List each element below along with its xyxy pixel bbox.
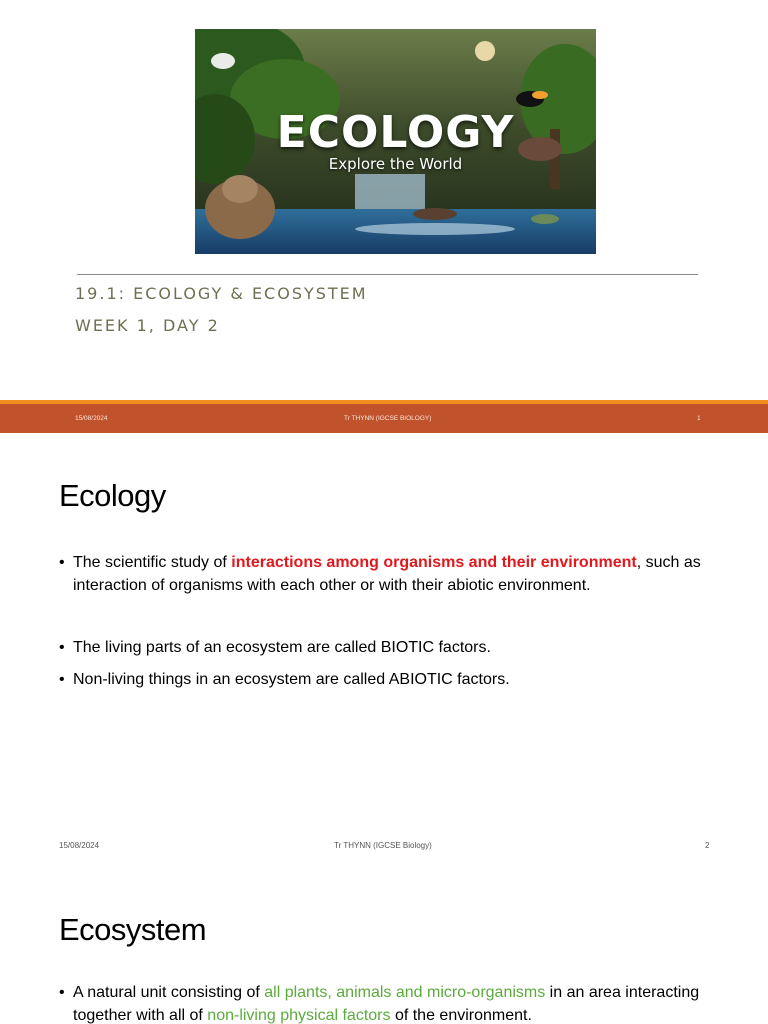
ecology-slide — [0, 433, 768, 867]
bullet-text: of the environment. — [390, 1007, 532, 1024]
footer-date: 15/08/2024 — [59, 841, 100, 850]
slide-title: Ecosystem — [59, 912, 207, 947]
bullet-glyph: • — [59, 984, 65, 1001]
bullet-text: , such as interaction of organisms with each other or with their abiotic environment. — [73, 554, 701, 594]
slide-title: Ecology — [59, 478, 166, 513]
footer-author: Tr THYNN (IGCSE BIOLOGY) — [344, 415, 432, 422]
bullet-text: in an area interacting together with all of — [73, 984, 700, 1024]
title-slide — [0, 0, 768, 433]
footer-band — [0, 404, 768, 433]
footer-page-number: 2 — [705, 841, 710, 850]
footer-date: 15/08/2024 — [75, 415, 108, 422]
ecosystem-slide — [0, 867, 768, 1024]
bullet-item — [59, 636, 709, 659]
title-divider — [77, 274, 698, 275]
banner-subtitle: Explore the World — [328, 155, 463, 173]
slide-subtitle-week: WEEK 1, DAY 2 — [75, 316, 220, 335]
bullet-text: A natural unit consisting of — [73, 984, 265, 1001]
ecology-banner-image — [195, 29, 596, 254]
footer-page-number: 1 — [697, 415, 701, 422]
bullet-text: The living parts of an ecosystem are called BIOTIC factors. — [73, 639, 491, 656]
bullet-item — [59, 981, 709, 1024]
bullet-text: Non-living things in an ecosystem are called ABIOTIC factors. — [73, 671, 510, 688]
highlighted-term: non-living physical factors — [207, 1007, 391, 1024]
bullet-list — [59, 981, 709, 1024]
bullet-list — [59, 551, 709, 691]
highlighted-term: interactions among organisms and their environment — [231, 554, 637, 571]
slide-subtitle-topic: 19.1: ECOLOGY & ECOSYSTEM — [75, 284, 368, 303]
bullet-item — [59, 668, 709, 691]
bullet-glyph: • — [59, 554, 65, 571]
banner-title: ECOLOGY — [276, 107, 515, 158]
highlighted-term: all plants, animals and micro-organisms — [264, 984, 546, 1001]
footer-author: Tr THYNN (IGCSE Biology) — [334, 841, 432, 850]
bullet-item — [59, 551, 709, 597]
bullet-glyph: • — [59, 639, 65, 656]
bullet-text: The scientific study of — [73, 554, 232, 571]
bullet-glyph: • — [59, 671, 65, 688]
